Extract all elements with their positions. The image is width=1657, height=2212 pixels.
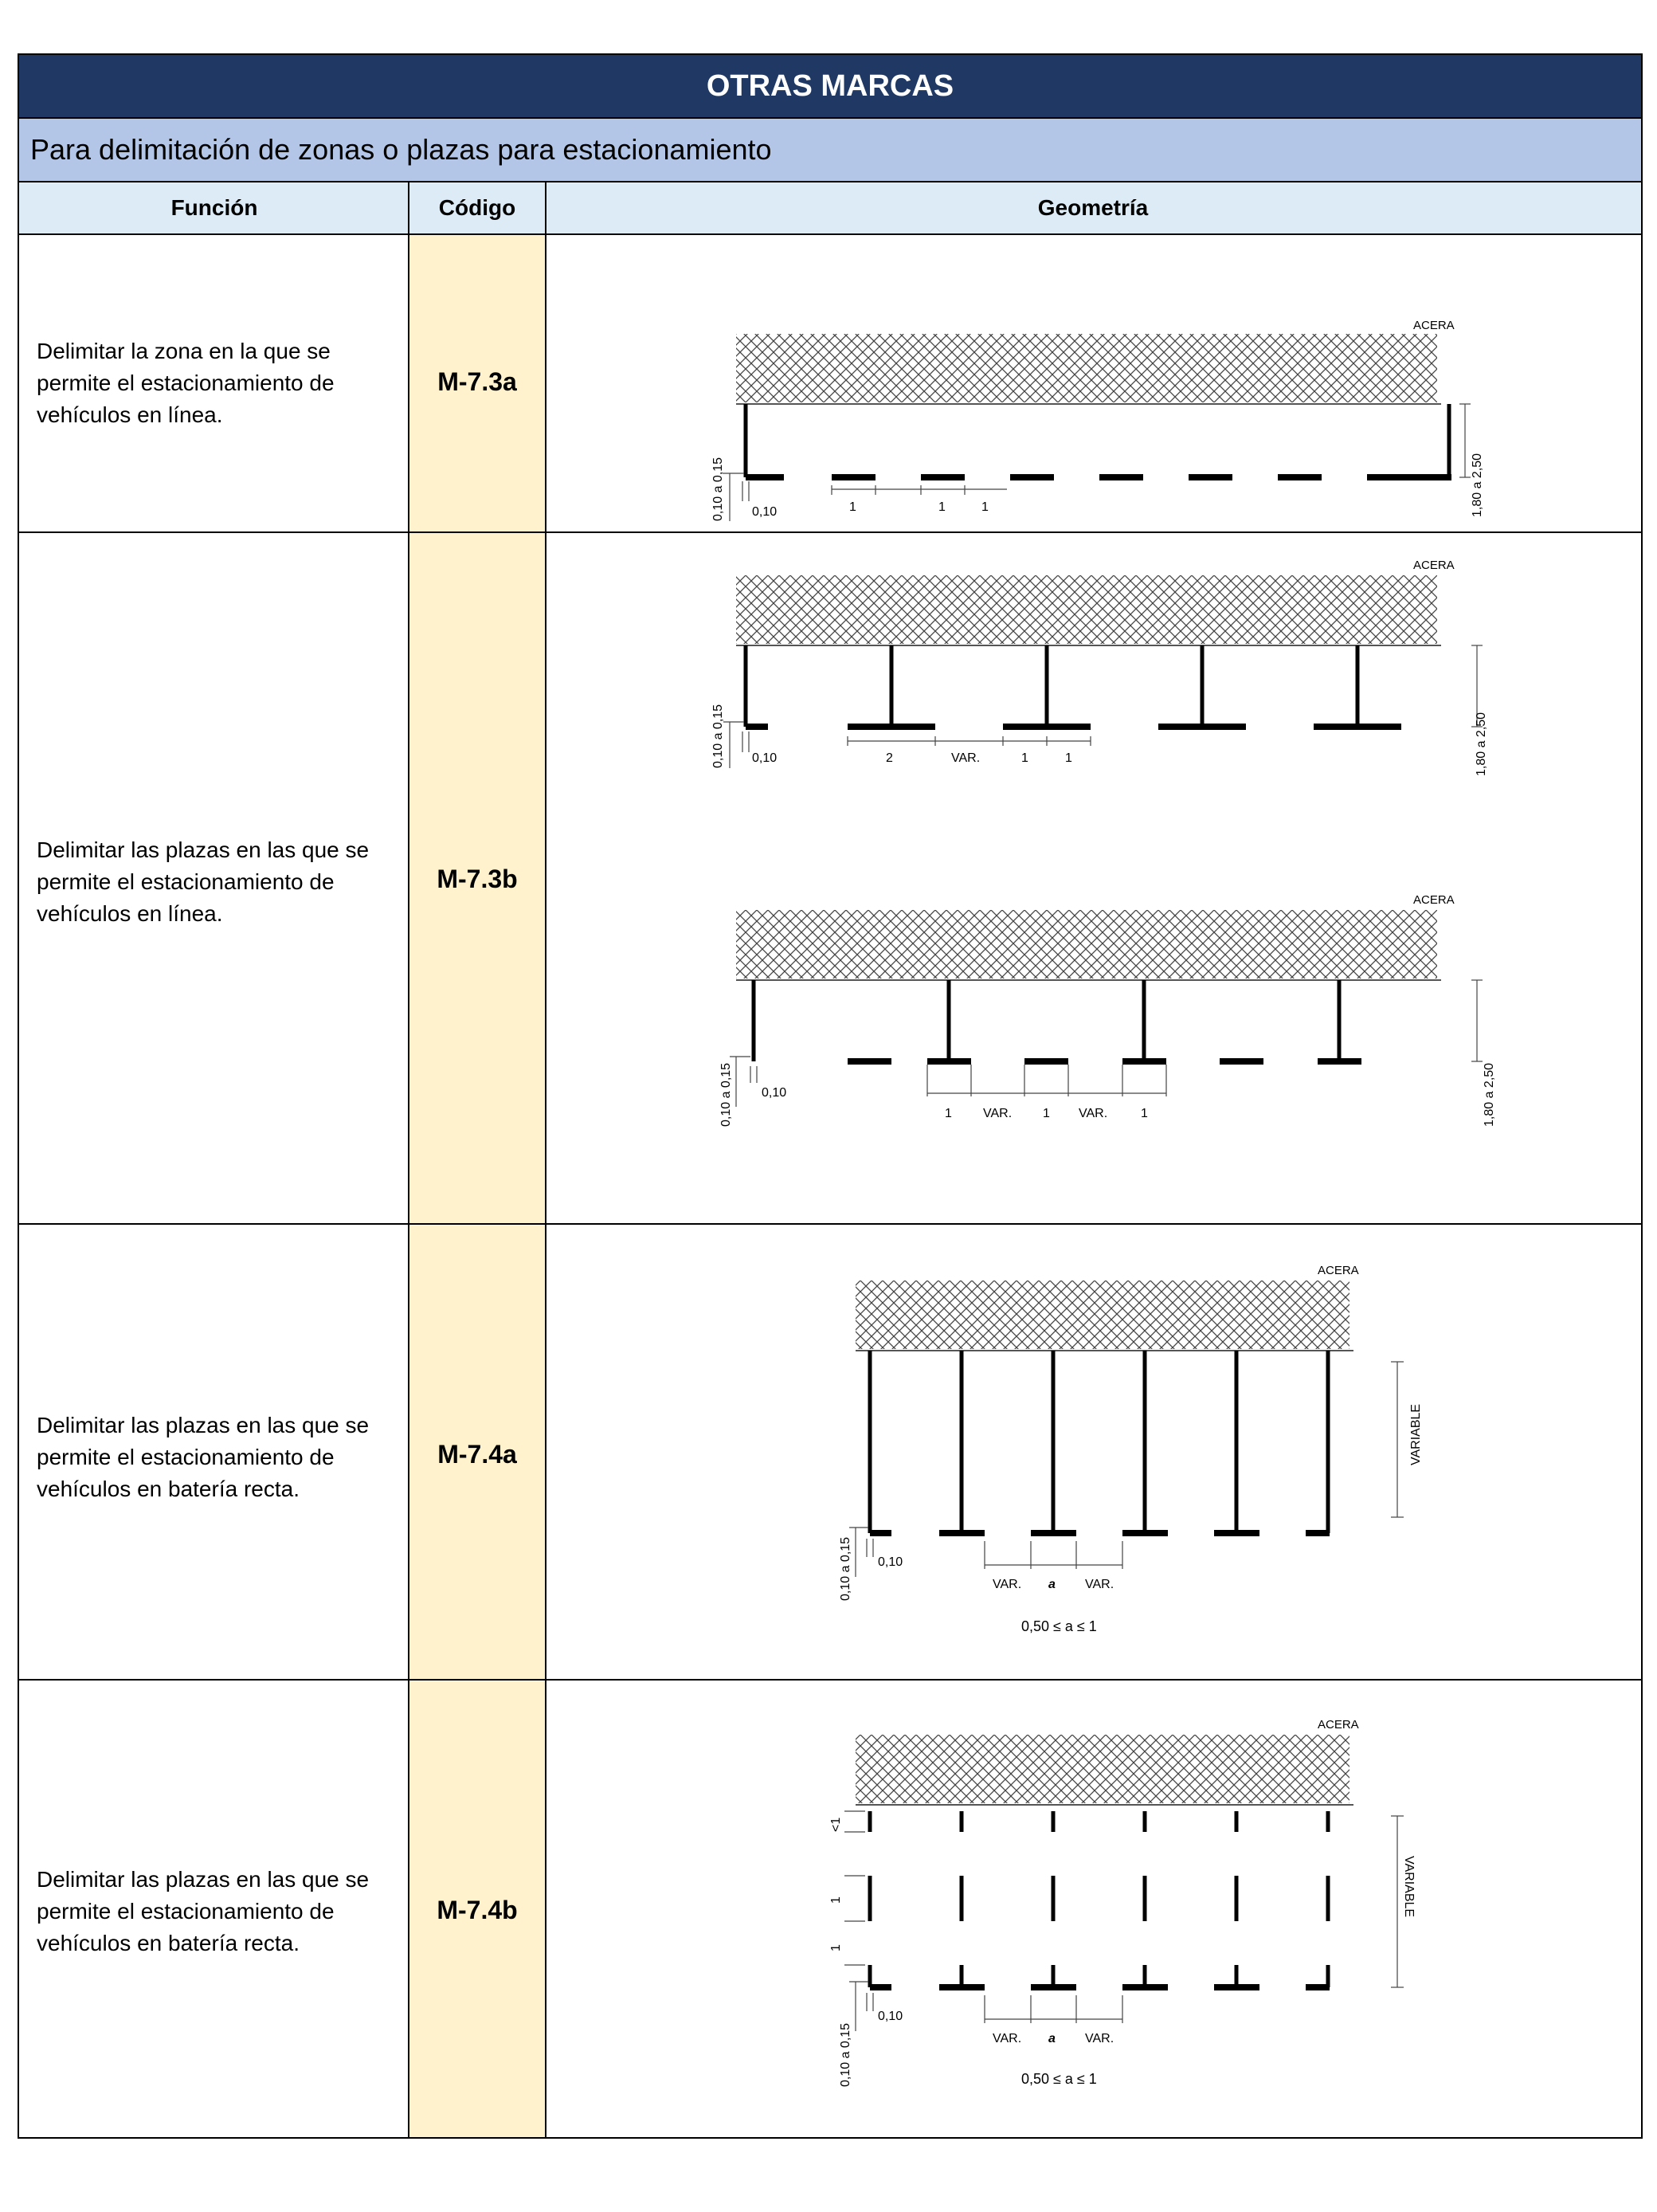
dim-var: VAR. [983,1107,1013,1120]
dim-180a250: 1,80 a 2,50 [1471,453,1484,517]
dim-variable: VARIABLE [1402,1856,1416,1918]
a-range-note: 0,50 ≤ a ≤ 1 [1021,1618,1097,1634]
sidewalk-hatch [736,575,1437,644]
header-geometria: Geometría [545,182,1641,235]
dimension-lines [849,1362,1404,1577]
dimension-lines [844,1811,1404,2031]
row-4-funcion: Delimitar las plazas en las que se permite el estacionamiento de vehículos en batería recta. [37,1867,370,1955]
header-codigo: Código [409,182,545,235]
dim-1: 1 [1021,751,1028,765]
row-divider [19,1679,1641,1681]
dim-1: 1 [945,1107,952,1120]
dim-010a015: 0,10 a 0,15 [711,704,725,768]
dim-var: VAR. [1085,2032,1114,2045]
dim-a: a [1048,2032,1056,2045]
dim-1: 1 [1065,751,1072,765]
dim-010a015: 0,10 a 0,15 [839,2022,852,2087]
dim-var: VAR. [993,1578,1022,1591]
acera-label: ACERA [1318,1718,1359,1732]
dim-010a015: 0,10 a 0,15 [711,457,725,521]
diagram-m73b-lower [712,888,1496,1206]
sidewalk-hatch [856,1735,1349,1803]
dimension-lines [723,404,1471,521]
grid-line [545,182,546,2137]
row-3-codigo: M-7.4a [437,1440,517,1469]
row-1-funcion: Delimitar la zona en la que se permite el estacionamiento de vehículos en línea. [37,339,335,427]
grid-line [408,182,409,2137]
dim-010: 0,10 [762,1086,787,1100]
dim-2: 2 [886,751,893,765]
acera-label: ACERA [1413,319,1455,332]
dimension-lines [723,645,1483,768]
row-1-codigo: M-7.3a [437,367,517,396]
section-subtitle: Para delimitación de zonas o plazas para estacionamiento [19,119,1641,182]
diagram-m74b [816,1712,1469,2143]
dim-1: 1 [849,500,856,514]
sheet [18,53,1643,2139]
dim-010a015: 0,10 a 0,15 [839,1536,852,1601]
dim-180a250: 1,80 a 2,50 [1483,1062,1496,1127]
dim-variable: VARIABLE [1409,1403,1423,1465]
dim-1: 1 [938,500,946,514]
row-3-funcion: Delimitar las plazas en las que se permite el estacionamiento de vehículos en batería recta. [37,1413,370,1501]
t-marks [754,980,1361,1061]
dim-var: VAR. [1079,1107,1108,1120]
sidewalk-hatch [736,334,1437,402]
t-marks [870,1351,1330,1533]
diagram-m74a [816,1258,1469,1665]
row-divider [19,1223,1641,1225]
sidewalk-hatch [736,910,1437,979]
dim-010: 0,10 [878,1555,903,1569]
header-funcion: Función [19,182,409,235]
segmented-t-marks [870,1811,1330,1987]
dim-a: a [1048,1578,1056,1591]
sidewalk-hatch [856,1281,1349,1349]
row-4-codigo: M-7.4b [437,1896,518,1924]
acera-label: ACERA [1413,893,1455,907]
row-divider [19,531,1641,533]
dim-1: 1 [981,500,989,514]
dim-1: 1 [1043,1107,1050,1120]
dim-010a015: 0,10 a 0,15 [719,1062,733,1127]
row-2-funcion: Delimitar las plazas en las que se permite el estacionamiento de vehículos en línea. [37,837,370,926]
diagram-m73a [712,246,1493,525]
dim-var: VAR. [1085,1578,1114,1591]
dim-180a250: 1,80 a 2,50 [1475,712,1488,776]
t-marks [746,645,1401,727]
dim-1: 1 [1141,1107,1148,1120]
dimension-lines [730,980,1483,1107]
dim-var: VAR. [993,2032,1022,2045]
code-column-bg [409,235,545,2137]
dim-010: 0,10 [752,751,778,765]
dim-var: VAR. [951,751,981,765]
dim-lt1: <1 [829,1817,843,1832]
page-title: OTRAS MARCAS [19,55,1641,119]
a-range-note: 0,50 ≤ a ≤ 1 [1021,2071,1097,2087]
acera-label: ACERA [1413,559,1455,572]
acera-label: ACERA [1318,1264,1359,1277]
row-2-codigo: M-7.3b [437,865,518,893]
dim-1: 1 [829,1896,843,1904]
dim-010: 0,10 [878,2010,903,2023]
diagram-m73b-upper [712,553,1493,848]
dim-010: 0,10 [752,505,778,519]
dim-1: 1 [829,1944,843,1951]
